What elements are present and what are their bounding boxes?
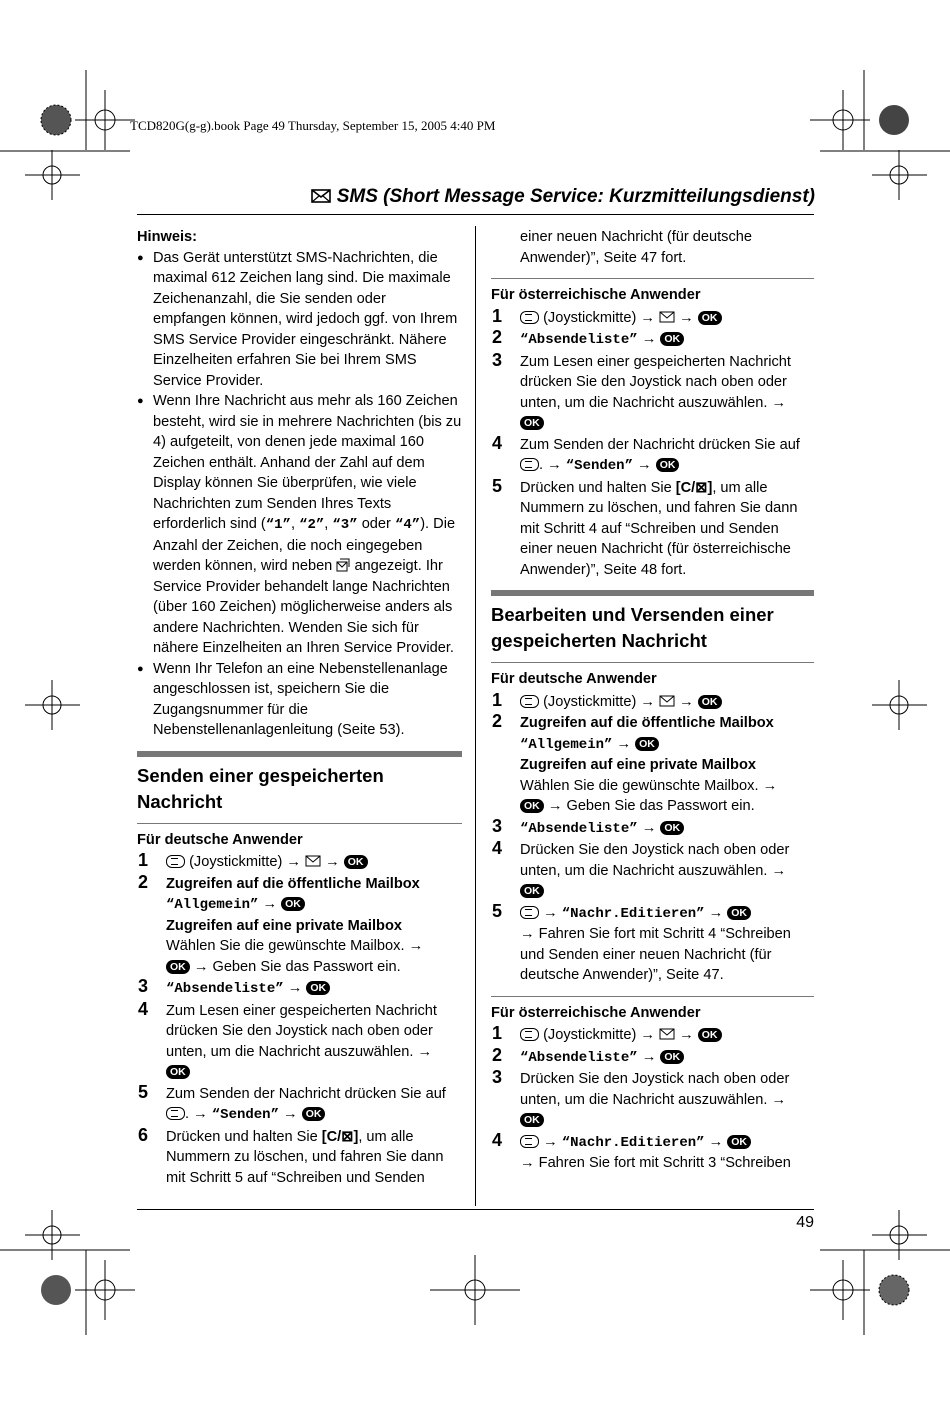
ok-button-icon: OK bbox=[660, 821, 684, 835]
menu-label: “Nachr.Editieren” bbox=[561, 1134, 705, 1151]
menu-button-icon bbox=[520, 311, 539, 324]
step-text: Wählen Sie die gewünschte Mailbox. bbox=[520, 777, 759, 794]
arrow-icon: → bbox=[640, 309, 655, 326]
arrow-icon: → bbox=[286, 854, 301, 870]
arrow-icon: → bbox=[641, 819, 657, 836]
section-title: Bearbeiten und Versenden einer gespeicherten Nachricht bbox=[491, 604, 774, 651]
menu-label: “Allgemein” bbox=[520, 736, 613, 753]
column-separator bbox=[475, 226, 476, 1206]
envelope-icon bbox=[311, 188, 331, 204]
note-text: angezeigt. Ihr Service Provider behandelt lange Nachrichten (über 160 Zeichen) möglicherweise anders als andere Nachrichten. Wenden Sie sich für nähere Einzelheiten an Ihren Service Provider. bbox=[153, 558, 454, 656]
header-title: SMS (Short Message Service: Kurzmitteilungsdienst) bbox=[336, 186, 815, 207]
ok-button-icon: OK bbox=[281, 897, 305, 911]
arrow-icon: → bbox=[408, 938, 424, 954]
step-number: 4 bbox=[138, 998, 149, 1019]
step-text: Zum Senden der Nachricht drücken Sie auf bbox=[166, 1085, 446, 1102]
menu-label: “Absendeliste” bbox=[166, 981, 284, 997]
step bbox=[137, 998, 462, 1083]
clear-key-label: [C/⊠] bbox=[675, 479, 713, 496]
step-bold: Zugreifen auf die öffentliche Mailbox bbox=[166, 875, 420, 892]
step-text: Drücken Sie den Joystick nach oben oder unten, um die Nachricht auszuwählen. bbox=[520, 842, 790, 879]
menu-button-icon bbox=[520, 906, 539, 919]
step-text: Drücken und halten Sie bbox=[520, 479, 672, 496]
ok-button-icon: OK bbox=[635, 737, 659, 751]
arrow-icon: → bbox=[641, 331, 657, 347]
section-title: Senden einer gespeicherten Nachricht bbox=[137, 764, 384, 812]
step-text: (Joystickmitte) bbox=[189, 854, 283, 870]
right-column bbox=[491, 227, 814, 1174]
ok-button-icon: OK bbox=[698, 311, 722, 325]
step-number: 5 bbox=[492, 900, 503, 921]
ok-button-icon: OK bbox=[520, 416, 544, 430]
count-label: “2” bbox=[299, 517, 325, 533]
envelope-icon bbox=[659, 1028, 675, 1040]
step-number: 4 bbox=[492, 1129, 503, 1150]
step: 5 Zum Senden der Nachricht drücken Sie auf . → “Senden” → OK bbox=[138, 1081, 446, 1123]
ok-button-icon: OK bbox=[344, 855, 368, 869]
menu-label: “Senden” bbox=[211, 1107, 279, 1123]
note-bullet: ● Das Gerät unterstützt SMS-Nachrichten, die maximal 612 Zeichen lang sind. Die maximale Zeichenanzahl, die Sie senden oder empfangen können, wird jedoch ggf. von Ihrem SMS Service Provider eingeschränkt. Nähere Einzelheiten erfahren Sie bei Ihrem SMS Service Provider. bbox=[137, 248, 462, 392]
arrow-icon: → bbox=[640, 1027, 655, 1043]
step-number: 2 bbox=[138, 871, 149, 892]
menu-button-icon bbox=[520, 1028, 539, 1041]
step bbox=[491, 900, 814, 986]
step bbox=[491, 840, 814, 902]
step bbox=[491, 689, 814, 713]
subheading: Für österreichische Anwender bbox=[491, 278, 814, 306]
ok-button-icon: OK bbox=[727, 906, 751, 920]
note-bullet: ● Wenn Ihr Telefon an eine Nebenstellenanlage angeschlossen ist, speichern Sie die Zugangsnummer für die Nebenstellenanlagenleitung (Seite 53). bbox=[137, 659, 462, 741]
menu-button-icon bbox=[166, 1107, 185, 1120]
step-number: 1 bbox=[492, 689, 503, 710]
page-header bbox=[311, 186, 815, 208]
arrow-icon: → bbox=[417, 1043, 433, 1060]
arrow-icon: → bbox=[193, 958, 209, 975]
page-number: 49 bbox=[796, 1214, 814, 1231]
arrow-icon: → bbox=[637, 457, 652, 473]
arrow-icon: → bbox=[193, 1106, 208, 1122]
ok-button-icon: OK bbox=[520, 1113, 544, 1127]
step: 4 Zum Senden der Nachricht drücken Sie auf . → “Senden” → OK bbox=[492, 432, 800, 474]
step-text: (Joystickmitte) bbox=[543, 309, 637, 326]
step-text: Geben Sie das Passwort ein. bbox=[212, 958, 401, 975]
arrow-icon: → bbox=[520, 926, 535, 942]
note-text: oder bbox=[361, 516, 391, 532]
step-number: 5 bbox=[492, 475, 503, 496]
step bbox=[491, 1069, 814, 1131]
section-bar bbox=[491, 590, 814, 596]
step-number: 3 bbox=[492, 815, 503, 836]
arrow-icon: → bbox=[520, 1155, 535, 1171]
menu-label: “Absendeliste” bbox=[520, 332, 638, 348]
step bbox=[491, 1025, 814, 1046]
menu-label: “Absendeliste” bbox=[520, 820, 638, 837]
step-number: 2 bbox=[492, 1044, 503, 1065]
arrow-icon: → bbox=[616, 735, 632, 752]
note-bullet: ● Wenn Ihre Nachricht aus mehr als 160 Zeichen besteht, wird sie in mehrere Nachrichten (bis zu 4) aufgeteilt, von denen jede maximal 160 Zeichen enthält. Anhand der Zahl auf dem Display können Sie überprüfen, wie viele Nachrichten zum Senden Ihres Texts erforderlich sind (“1”, “2”, “3” oder “4”). Die Anzahl der Zeichen, die noch eingegeben werden können, wird neben angezeigt. Ihr Service Provider behandelt lange Nachrichten (über 160 Zeichen) möglicherweise anders als andere Nachrichten. Wenden Sie sich für nähere Einzelheiten an Ihren Service Provider. bbox=[137, 391, 462, 659]
step-number: 2 bbox=[492, 711, 503, 731]
step-text: , um alle Nummern zu löschen, und fahren Sie dann mit Schritt 5 auf “Schreiben und Senden bbox=[166, 1128, 444, 1186]
arrow-icon: → bbox=[771, 862, 787, 879]
step-number: 3 bbox=[138, 976, 149, 996]
step-text: Fahren Sie fort mit Schritt 3 “Schreiben bbox=[538, 1155, 791, 1171]
ok-button-icon: OK bbox=[306, 981, 330, 995]
arrow-icon: → bbox=[771, 1091, 787, 1108]
count-label: “4” bbox=[394, 517, 421, 533]
ok-button-icon: OK bbox=[166, 960, 190, 974]
step-number: 1 bbox=[492, 305, 503, 326]
step bbox=[491, 329, 814, 351]
step-text: Zum Lesen einer gespeicherten Nachricht drücken Sie den Joystick nach oben oder unten, um die Nachricht auszuwählen. bbox=[520, 353, 791, 411]
count-label: “1” bbox=[265, 517, 291, 533]
ok-button-icon: OK bbox=[520, 884, 544, 898]
footer-rule bbox=[137, 1209, 814, 1210]
ok-button-icon: OK bbox=[302, 1107, 326, 1121]
ok-button-icon: OK bbox=[656, 458, 680, 472]
step bbox=[491, 1129, 814, 1174]
arrow-icon: → bbox=[640, 693, 655, 710]
step bbox=[137, 978, 462, 1000]
step bbox=[491, 815, 814, 840]
step-text: Zum Lesen einer gespeicherten Nachricht drücken Sie den Joystick nach oben oder unten, um die Nachricht auszuwählen. bbox=[166, 1002, 437, 1060]
menu-button-icon bbox=[166, 855, 185, 868]
menu-label: “Allgemein” bbox=[166, 897, 259, 913]
step-number: 2 bbox=[492, 327, 503, 347]
step-number: 4 bbox=[492, 432, 503, 453]
menu-label: “Senden” bbox=[565, 458, 633, 474]
arrow-icon: → bbox=[543, 904, 558, 921]
step-number: 4 bbox=[492, 838, 503, 858]
step-number: 5 bbox=[138, 1081, 149, 1102]
continued-text: einer neuen Nachricht (für deutsche Anwender)”, Seite 47 fort. bbox=[520, 229, 753, 266]
menu-button-icon bbox=[520, 695, 539, 708]
subheading: Für deutsche Anwender bbox=[137, 823, 462, 851]
left-column bbox=[137, 227, 462, 1188]
arrow-icon: → bbox=[283, 1106, 298, 1122]
step-text: Geben Sie das Passwort ein. bbox=[566, 798, 755, 814]
step-text: Drücken Sie den Joystick nach oben oder unten, um die Nachricht auszuwählen. bbox=[520, 1071, 790, 1108]
step-text: Fahren Sie fort mit Schritt 4 “Schreiben und Senden einer neuen Nachricht (für deutsche Anwender)”, Seite 47. bbox=[520, 926, 791, 983]
step-number: 1 bbox=[492, 1023, 503, 1043]
step-number: 1 bbox=[138, 850, 149, 870]
arrow-icon: → bbox=[641, 1048, 657, 1065]
note-text: ). Die Anzahl der Zeichen, die noch eingegeben werden können, wird neben bbox=[153, 516, 456, 574]
envelope-icon bbox=[659, 311, 675, 323]
step-number: 3 bbox=[492, 1067, 503, 1087]
arrow-icon: → bbox=[679, 1027, 694, 1043]
step bbox=[491, 475, 814, 581]
step bbox=[491, 713, 814, 817]
message-count-icon bbox=[336, 558, 350, 572]
ok-button-icon: OK bbox=[660, 1050, 684, 1064]
ok-button-icon: OK bbox=[698, 695, 722, 709]
ok-button-icon: OK bbox=[698, 1028, 722, 1042]
subheading: Für deutsche Anwender bbox=[491, 662, 814, 690]
menu-label: “Nachr.Editieren” bbox=[561, 905, 705, 922]
menu-button-icon bbox=[520, 1135, 539, 1148]
ok-button-icon: OK bbox=[520, 799, 544, 813]
arrow-icon: → bbox=[762, 777, 778, 794]
step bbox=[137, 1124, 462, 1189]
step-text: (Joystickmitte) bbox=[543, 693, 637, 710]
arrow-icon: → bbox=[325, 854, 340, 870]
step-bold: Zugreifen auf eine private Mailbox bbox=[166, 917, 402, 934]
arrow-icon: → bbox=[679, 693, 694, 710]
step bbox=[491, 349, 814, 434]
step-text: , um alle Nummern zu löschen, und fahren Sie dann mit Schritt 4 auf “Schreiben und Senden einer neuen Nachricht (für österreichische Anwender)”, Seite 48 fort. bbox=[520, 479, 798, 578]
header-rule bbox=[137, 214, 814, 215]
clear-key-label: [C/⊠] bbox=[321, 1128, 359, 1145]
step-bold: Zugreifen auf die öffentliche Mailbox bbox=[520, 715, 774, 731]
note-heading: Hinweis: bbox=[137, 229, 198, 245]
step-number: 6 bbox=[138, 1124, 149, 1145]
step-text: Drücken und halten Sie bbox=[166, 1128, 318, 1145]
arrow-icon: → bbox=[771, 394, 787, 411]
envelope-icon bbox=[659, 695, 675, 707]
arrow-icon: → bbox=[708, 1133, 724, 1150]
arrow-icon: → bbox=[543, 1133, 558, 1150]
step-text: Wählen Sie die gewünschte Mailbox. bbox=[166, 938, 405, 954]
step bbox=[137, 852, 462, 873]
ok-button-icon: OK bbox=[166, 1065, 190, 1079]
count-label: “3” bbox=[332, 517, 358, 533]
arrow-icon: → bbox=[547, 457, 562, 473]
subheading: Für österreichische Anwender bbox=[491, 996, 814, 1024]
book-line: TCD820G(g-g).book Page 49 Thursday, September 15, 2005 4:40 PM bbox=[130, 118, 496, 133]
envelope-icon bbox=[305, 855, 321, 867]
arrow-icon: → bbox=[262, 896, 278, 912]
step-text: (Joystickmitte) bbox=[543, 1027, 637, 1043]
note-text: Wenn Ihre Nachricht aus mehr als 160 Zeichen besteht, wird sie in mehrere Nachrichten (bis zu 4) aufgeteilt, von denen jede maximal 160 Zeichen enthält. Anhand der Zahl auf dem Display können Sie überprüfen, wie viele Nachrichten zum Senden Ihres Texts erforderlich sind ( bbox=[153, 393, 462, 532]
arrow-icon: → bbox=[708, 904, 724, 921]
ok-button-icon: OK bbox=[660, 332, 684, 346]
step bbox=[491, 1044, 814, 1069]
menu-button-icon bbox=[520, 458, 539, 471]
step-number: 3 bbox=[492, 349, 503, 370]
step bbox=[137, 871, 462, 978]
ok-button-icon: OK bbox=[727, 1135, 751, 1149]
arrow-icon: → bbox=[679, 309, 694, 326]
step-bold: Zugreifen auf eine private Mailbox bbox=[520, 757, 756, 773]
menu-label: “Absendeliste” bbox=[520, 1049, 638, 1066]
section-bar bbox=[137, 751, 462, 757]
arrow-icon: → bbox=[287, 980, 303, 996]
step-text: Zum Senden der Nachricht drücken Sie auf bbox=[520, 436, 800, 453]
step bbox=[491, 305, 814, 329]
arrow-icon: → bbox=[547, 798, 563, 814]
